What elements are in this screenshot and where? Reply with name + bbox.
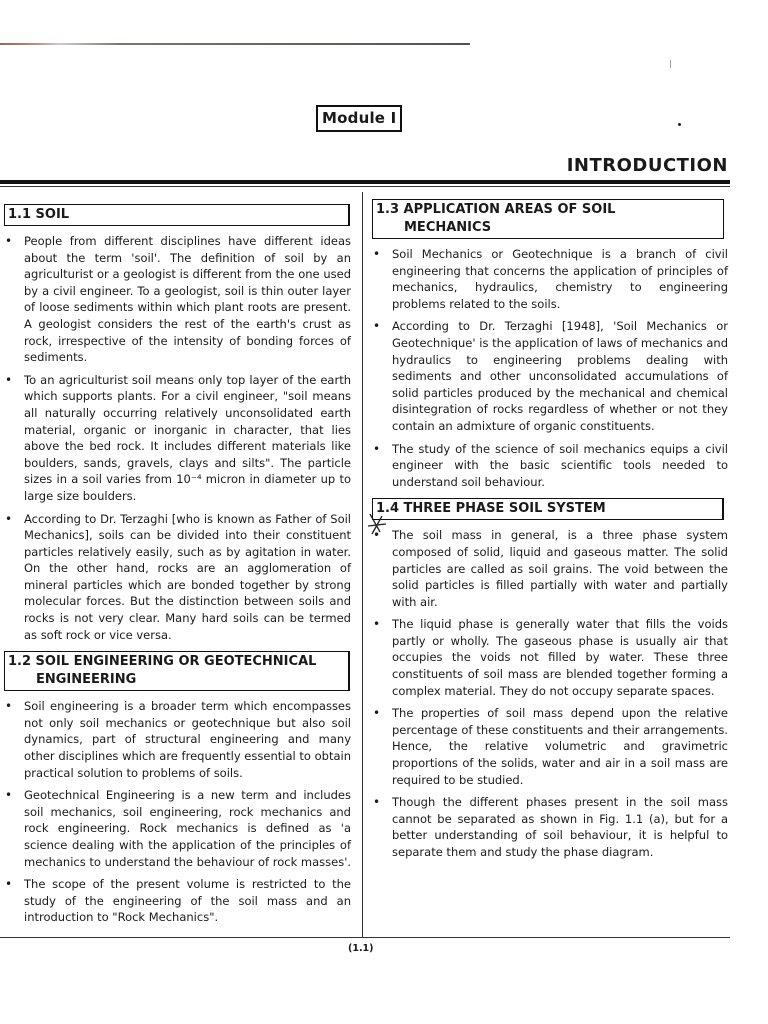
list-item: • The scope of the present volume is restricted to the study of the engineering of the soil mass and an introduction to "Rock Mechanics". [4,876,351,926]
section-heading-text: 1.2 SOIL ENGINEERING OR GEOTECHNICAL [8,654,317,670]
section-heading-text-line2: ENGINEERING [36,672,137,688]
list-item: • According to Dr. Terzaghi [who is known as Father of Soil Mechanics], soils can be divided into their constituent particles relatively easily, such as by agitation in water. On the other hand, rocks are an agglomeration of mineral particles which are bonded together by strong molecular forces. But the distinction between soils and rocks is not very clear. Many hard soils can be termed as soft rock or vice versa. [4,511,351,644]
bottom-rule [0,937,730,938]
list-item: • To an agriculturist soil means only top layer of the earth which supports plants. For a civil engineer, "soil means all naturally occurring relatively unconsolidated earth material, organic or inorganic in character, that lies above the bed rock. It includes different materials like boulders, sands, gravels, clays and silts". The particle sizes in a soil varies from 10⁻⁴ micron in diameter up to large size boulders. [4,372,351,505]
top-decorative-rule [0,43,470,45]
title-rule-thin [0,186,730,187]
list-item: • The soil mass in general, is a three phase system composed of solid, liquid and gaseous matter. The solid particles are called as soil grains. The void between the solid particles is filled partially with water and partially with air. [372,527,728,610]
page-number: (1.1) [348,943,374,954]
chapter-title: INTRODUCTION [566,155,728,176]
left-column [4,204,351,934]
right-column [372,199,728,869]
section-heading-text: 1.1 SOIL [8,207,70,222]
list-item: • The liquid phase is generally water that fills the voids partly or wholly. The gaseous phase is usually air that occupies the voids not filled by water. These three constituents of soil mass are blended together forming a complex material. They do not occupy separate spaces. [372,616,728,699]
section-heading-text: 1.4 THREE PHASE SOIL SYSTEM [376,501,606,517]
list-item: • People from different disciplines have different ideas about the term 'soil'. The definition of soil by an agriculturist or a geologist is different from the one used by a civil engineer. To a geologist, soil is thin outer layer of loose sediments within which plant roots are present. A geologist considers the rest of the earth's crust as rock, irrespective of the intensity of bonding forces of sediments. [4,233,351,366]
list-item: • Geotechnical Engineering is a new term and includes soil mechanics, soil engineering, rock mechanics and rock engineering. Rock mechanics is defined as 'a science dealing with the application of the principles of mechanics to understand the behaviour of rock masses'. [4,787,351,870]
list-item: • The properties of soil mass depend upon the relative percentage of these constituents and their arrangements. Hence, the relative volumetric and gravimetric proportions of the solids, water and air in a soil mass are required to be studied. [372,705,728,788]
title-rule-thick [0,180,730,184]
section-heading-1-1 [4,204,350,226]
section-1-4-list [372,527,728,860]
list-item: • According to Dr. Terzaghi [1948], 'Soil Mechanics or Geotechnique' is the application of laws of mechanics and hydraulics to engineering problems dealing with sediments and other unconsolidated accumulations of solid particles produced by the mechanical and chemical disintegration of rocks regardless of whether or not they contain an admixture of organic constituents. [372,318,728,434]
column-divider [362,192,363,937]
section-heading-text-line2: MECHANICS [404,220,492,235]
section-heading-1-4 [372,498,724,520]
section-heading-1-2 [4,651,350,691]
list-item: • Though the different phases present in the soil mass cannot be separated as shown in Fig. 1.1 (a), but for a better understanding of soil behaviour, it is helpful to separate them and study the phase diagram. [372,794,728,860]
stray-dot [678,123,681,126]
section-1-1-list [4,233,351,643]
module-label: Module I [316,105,402,132]
handwritten-star-mark-icon [366,510,390,540]
section-1-2-list [4,698,351,926]
list-item: • Soil Mechanics or Geotechnique is a branch of civil engineering that concerns the application of principles of mechanics, hydraulics, chemistry to engineering problems related to the soils. [372,246,728,312]
stray-mark [670,60,671,68]
list-item: • Soil engineering is a broader term which encompasses not only soil mechanics or geotechnique but also soil dynamics, part of structural engineering and many other disciplines which are frequently essential to obtain practical solution to problems of soils. [4,698,351,781]
section-1-3-list [372,246,728,490]
list-item: • The study of the science of soil mechanics equips a civil engineer with the basic scientific tools needed to understand soil behaviour. [372,441,728,491]
section-heading-text: 1.3 APPLICATION AREAS OF SOIL [376,202,616,217]
section-heading-1-3 [372,199,724,239]
